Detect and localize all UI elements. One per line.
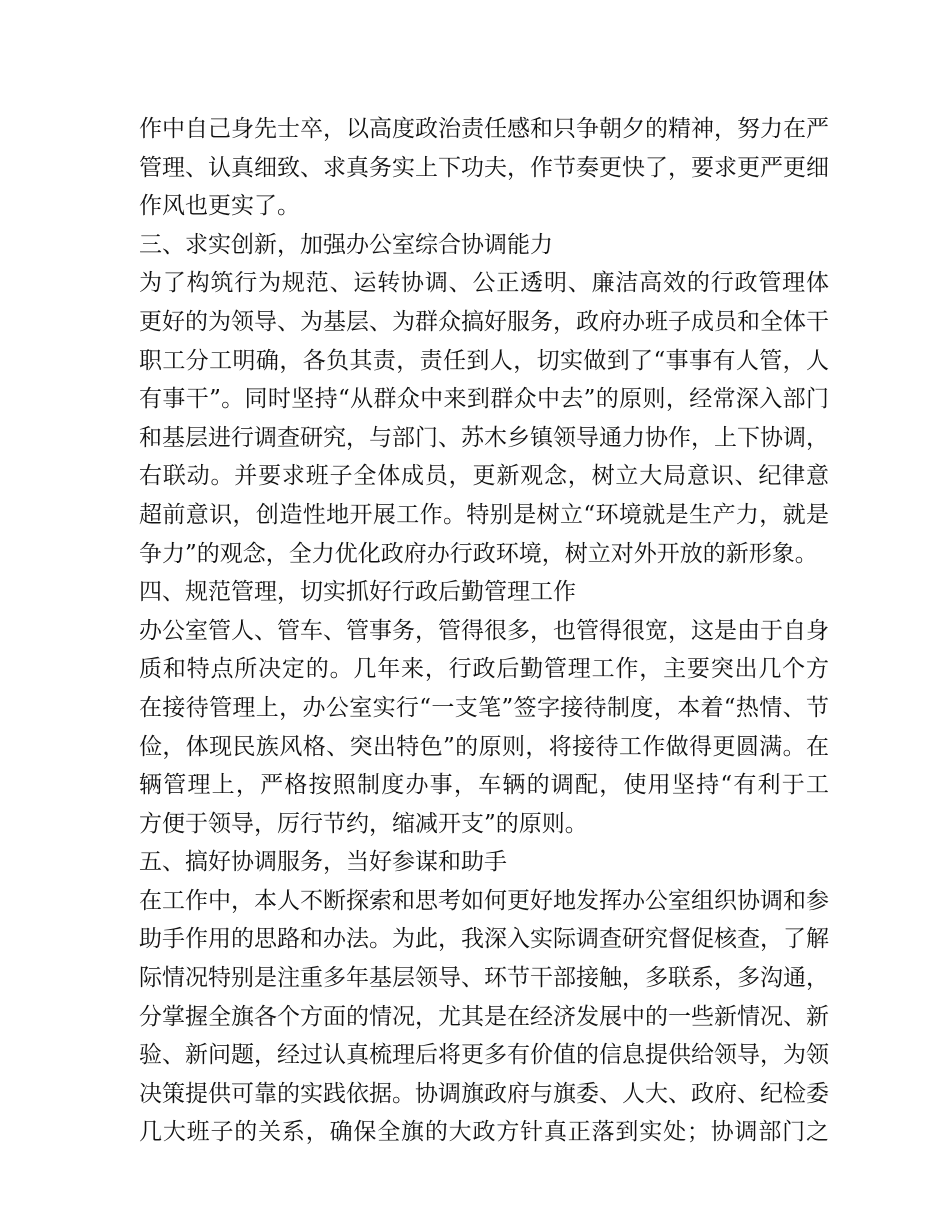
text-line: 右联动。并要求班子全体成员，更新观念，树立大局意识、纪律意: [139, 463, 829, 490]
text-line: 和基层进行调查研究，与部门、苏木乡镇领导通力协作，上下协调，: [139, 424, 829, 451]
text-line: 分掌握全旗各个方面的情况，尤其是在经济发展中的一些新情况、新: [139, 1003, 829, 1030]
text-line: 助手作用的思路和办法。为此，我深入实际调查研究督促核查，了解: [139, 926, 829, 953]
text-line: 在接待管理上，办公室实行“一支笔”签字接待制度，本着“热情、节: [139, 694, 829, 721]
text-line: 职工分工明确，各负其责，责任到人，切实做到了“事事有人管，人: [139, 347, 829, 374]
text-line: 在工作中，本人不断探索和思考如何更好地发挥办公室组织协调和参: [139, 887, 829, 914]
text-line: 办公室管人、管车、管事务，管得很多，也管得很宽，这是由于自身: [139, 617, 829, 644]
text-line: 有事干”。同时坚持“从群众中来到群众中去”的原则，经常深入部门: [139, 386, 829, 413]
text-line: 争力”的观念，全力优化政府办行政环境，树立对外开放的新形象。: [139, 540, 818, 567]
section-heading: 三、求实创新，加强办公室综合协调能力: [139, 231, 553, 258]
text-line: 俭，体现民族风格、突出特色”的原则，将接待工作做得更圆满。在: [139, 733, 829, 760]
text-line: 更好的为领导、为基层、为群众搞好服务，政府办班子成员和全体干: [139, 308, 829, 335]
text-line: 际情况特别是注重多年基层领导、环节干部接触，多联系，多沟通，: [139, 965, 829, 992]
section-heading: 五、搞好协调服务，当好参谋和助手: [139, 849, 507, 876]
text-line: 决策提供可靠的实践依据。协调旗政府与旗委、人大、政府、纪检委: [139, 1080, 829, 1107]
text-line: 质和特点所决定的。几年来，行政后勤管理工作，主要突出几个方: [139, 656, 829, 683]
section-heading: 四、规范管理，切实抓好行政后勤管理工作: [139, 579, 576, 606]
text-line: 验、新问题，经过认真梳理后将更多有价值的信息提供给领导，为领: [139, 1042, 829, 1069]
text-line: 管理、认真细致、求真务实上下功夫，作节奏更快了，要求更严更细: [139, 154, 829, 181]
text-line: 方便于领导，厉行节约，缩减开支”的原则。: [139, 810, 588, 837]
text-line: 作中自己身先士卒，以高度政治责任感和只争朝夕的精神，努力在严: [139, 116, 829, 142]
text-line: 作风也更实了。: [139, 193, 300, 220]
body-text: [139, 110, 829, 1152]
text-line: 几大班子的关系，确保全旗的大政方针真正落到实处；协调部门之: [139, 1119, 829, 1146]
text-line: 超前意识，创造性地开展工作。特别是树立“环境就是生产力，就是: [139, 501, 829, 528]
text-line: 为了构筑行为规范、运转协调、公正透明、廉洁高效的行政管理体: [139, 270, 829, 297]
text-line: 辆管理上，严格按照制度办事，车辆的调配，使用坚持“有利于工: [139, 772, 829, 799]
